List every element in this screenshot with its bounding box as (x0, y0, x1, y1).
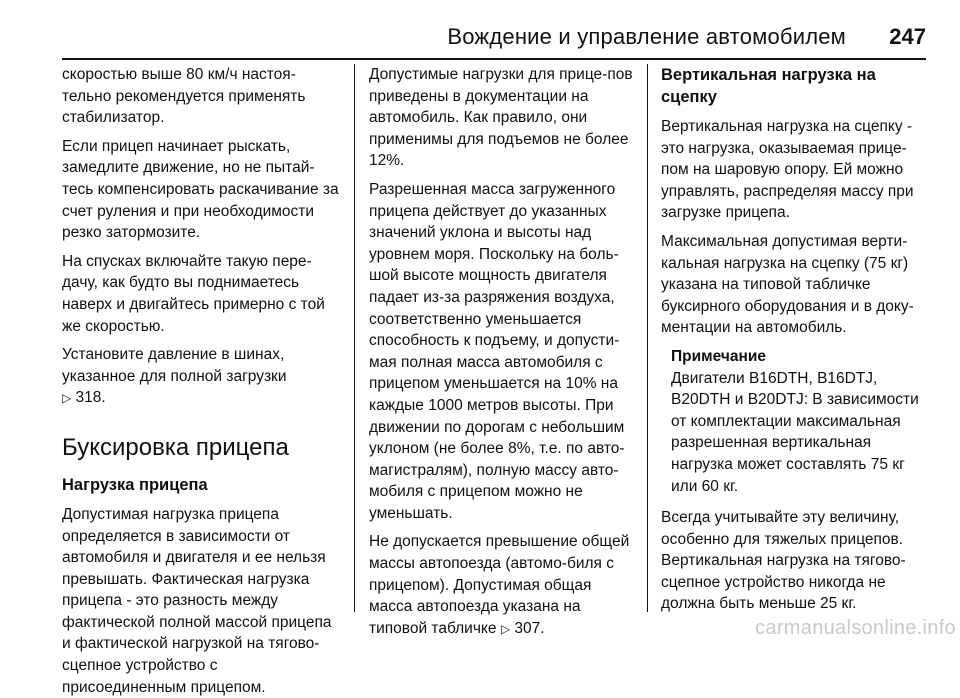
section-title: Вождение и управление автомобилем (447, 24, 846, 49)
paragraph: Всегда учитывайте эту величину, особенно для тяжелых прицепов. Вертикальная нагрузка на тягово-сцепное устройство никогда не должна быть меньше 25 кг. (661, 509, 906, 613)
watermark: carmanualsonline.info (755, 617, 956, 639)
paragraph (62, 344, 344, 410)
paragraph: Максимальная допустимая верти-кальная нагрузка на сцепку (75 кг) указана на типовой табличке буксирного оборудования и в доку-ментации на автомобиль. (661, 232, 914, 337)
paragraph: Допустимая нагрузка прицепа определяется в зависимости от автомобиля и двигателя и ее нельзя превышать. Фактическая нагрузка прицепа - это разность между фактической полной массой прицепа и фактической нагрузкой на тягово-сцепное устройство с присоединенным прицепом. (62, 505, 332, 696)
subsection-heading: Нагрузка прицепа (62, 475, 208, 494)
column-2 (369, 64, 633, 637)
column-separator (354, 64, 355, 612)
page-reference-link[interactable]: 307. (514, 619, 545, 637)
note-box (671, 346, 926, 497)
page-ref-arrow-icon: ▷ (62, 391, 72, 406)
paragraph: Допустимые нагрузки для прице-пов приведены в документации на автомобиль. Как правило, они применимы для подъемов не более 12%. (369, 66, 633, 170)
paragraph: На спусках включайте такую пере-дачу, как будто вы поднимаетесь наверх и двигайтесь примерно с той же скоростью. (62, 252, 325, 335)
paragraph-text: Установите давление в шинах, указанное для полной загрузки (62, 346, 287, 385)
section-heading: Буксировка прицепа (62, 433, 289, 461)
paragraph: Разрешенная масса загруженного прицепа действует до указанных значений уклона и высоты над уровнем моря. Поскольку на боль-шой высоте мощность двигателя падает из-за разряжения воздуха, соответственно уменьшается способность к подъему, и допусти-мая полная масса автомобиля с прицепом уменьшается на 10% на каждые 1000 метров высоты. При движении по дорогам с небольшим уклоном (не более 8%, т.е. по авто-магистралям), полную массу авто-мобиля с прицепом можно не уменьшать. (369, 180, 625, 522)
column-1 (62, 64, 344, 696)
paragraph: Вертикальная нагрузка на сцепку - это нагрузка, оказываемая прице-пом на шаровую опору. Ей можно управлять, распределяя массу при загрузке прицепа. (661, 118, 914, 222)
page-reference-link[interactable]: 318. (75, 389, 106, 407)
column-separator (647, 64, 648, 612)
paragraph-text: Не допускается превышение общей массы автопоезда (автомо-биля с прицепом). Допустимая общая масса автопоезда указана на типовой табличке (369, 533, 630, 637)
paragraph (369, 531, 633, 640)
paragraph: скоростью выше 80 км/ч настоя-тельно рекомендуется применять стабилизатор. (62, 66, 306, 127)
subsection-heading: Вертикальная нагрузка на сцепку (661, 66, 876, 106)
note-title: Примечание (671, 347, 766, 365)
note-text: Двигатели B16DTH, B16DTJ, B20DTH и B20DTJ: В зависимости от комплектации максимальная разрешенная вертикальная нагрузка может составлять 75 кг или 60 кг. (671, 369, 919, 495)
column-3 (661, 64, 926, 612)
paragraph: Если прицеп начинает рыскать, замедлите движение, но не пытай-тесь компенсировать раскачивание за счет руления и при необходимости резко затормозите. (62, 137, 339, 242)
page-header (62, 18, 926, 56)
header-rule (62, 58, 926, 60)
page-ref-arrow-icon: ▷ (500, 621, 511, 636)
page-number: 247 (889, 24, 926, 49)
